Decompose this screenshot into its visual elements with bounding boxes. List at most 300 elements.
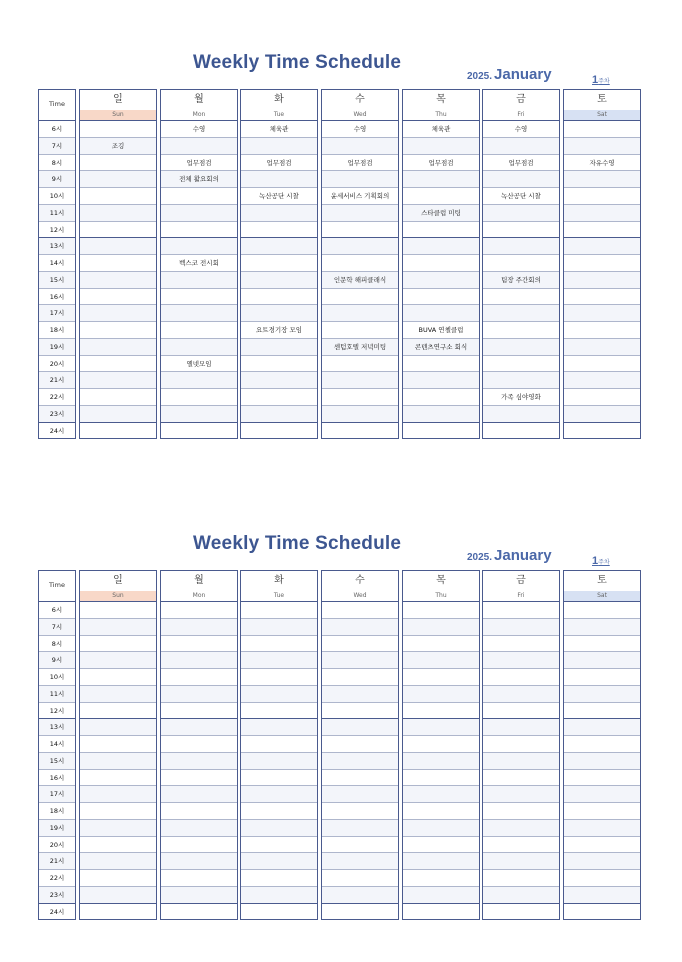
schedule-cell[interactable] [564,187,640,204]
schedule-cell[interactable] [483,752,559,769]
schedule-cell[interactable] [322,869,398,886]
schedule-cell[interactable] [241,702,317,719]
schedule-cell[interactable] [322,702,398,719]
schedule-cell[interactable] [564,321,640,338]
schedule-cell[interactable] [403,237,479,254]
schedule-cell[interactable] [483,819,559,836]
schedule-cell[interactable] [80,869,156,886]
schedule-cell[interactable] [80,903,156,920]
day-english-label: Wed [353,111,367,118]
schedule-cell[interactable]: 수영 [161,120,237,137]
schedule-cell[interactable]: 녹산공단 시찰 [241,187,317,204]
schedule-cell[interactable] [161,137,237,154]
schedule-cell[interactable] [80,304,156,321]
schedule-cell[interactable] [241,204,317,221]
schedule-cell[interactable] [403,886,479,903]
schedule-cell[interactable] [403,221,479,238]
time-header: Time [49,100,65,108]
schedule-cell[interactable] [241,221,317,238]
schedule-cell[interactable] [161,819,237,836]
schedule-cell[interactable]: 업무점검 [241,154,317,171]
schedule-cell[interactable] [80,618,156,635]
schedule-cell[interactable] [564,170,640,187]
schedule-cell[interactable] [161,237,237,254]
schedule-cell[interactable] [241,903,317,920]
day-column-wed [321,570,399,920]
schedule-cell[interactable] [241,651,317,668]
schedule-cell[interactable] [241,338,317,355]
schedule-cell[interactable]: 녹산공단 시찰 [483,187,559,204]
schedule-cell[interactable] [483,635,559,652]
day-english-label: Sun [80,110,156,120]
schedule-cell[interactable] [564,288,640,305]
schedule-cell[interactable] [564,668,640,685]
schedule-cell[interactable]: 요트경기장 모임 [241,321,317,338]
schedule-cell[interactable] [161,785,237,802]
schedule-cell[interactable] [403,618,479,635]
hour-label: 9시 [39,170,75,187]
schedule-cell[interactable] [564,422,640,439]
schedule-cell[interactable] [80,752,156,769]
schedule-cell[interactable] [241,836,317,853]
schedule-cell[interactable]: 벡스코 전시회 [161,254,237,271]
week-number: 1 [592,555,599,567]
month-label: January [494,547,552,564]
schedule-cell[interactable] [241,422,317,439]
schedule-cell[interactable] [322,601,398,618]
schedule-cell[interactable] [483,735,559,752]
schedule-cell[interactable] [241,819,317,836]
hour-label: 23시 [39,405,75,422]
schedule-cell[interactable] [241,254,317,271]
schedule-cell[interactable]: 업무점검 [322,154,398,171]
schedule-cell[interactable] [564,769,640,786]
day-korean-label: 토 [597,575,607,586]
hour-label: 10시 [39,668,75,685]
schedule-cell[interactable] [564,718,640,735]
schedule-cell[interactable] [483,802,559,819]
schedule-cell[interactable] [322,288,398,305]
schedule-cell[interactable] [80,819,156,836]
schedule-cell[interactable] [80,355,156,372]
schedule-cell[interactable] [80,254,156,271]
schedule-cell[interactable] [241,137,317,154]
schedule-cell[interactable] [483,371,559,388]
schedule-cell[interactable] [564,735,640,752]
schedule-cell[interactable] [564,869,640,886]
schedule-cell[interactable] [80,321,156,338]
schedule-cell[interactable] [241,601,317,618]
schedule-cell[interactable] [564,903,640,920]
schedule-cell[interactable] [161,635,237,652]
schedule-cell[interactable] [564,388,640,405]
schedule-cell[interactable] [483,137,559,154]
schedule-cell[interactable] [403,668,479,685]
schedule-cell[interactable]: 옐넷모임 [161,355,237,372]
schedule-cell[interactable] [161,601,237,618]
schedule-cell[interactable] [241,668,317,685]
schedule-cell[interactable] [161,304,237,321]
day-english-label: Fri [517,111,525,118]
schedule-cell[interactable] [564,405,640,422]
schedule-cell[interactable] [483,601,559,618]
schedule-cell[interactable] [403,819,479,836]
schedule-cell[interactable]: 업무점검 [403,154,479,171]
schedule-cell[interactable] [564,635,640,652]
schedule-cell[interactable] [241,388,317,405]
hour-label: 17시 [39,304,75,321]
schedule-cell[interactable] [403,254,479,271]
hour-label: 11시 [39,204,75,221]
schedule-cell[interactable] [403,170,479,187]
schedule-cell[interactable] [322,321,398,338]
schedule-cell[interactable] [322,388,398,405]
schedule-cell[interactable] [241,304,317,321]
schedule-cell[interactable] [241,405,317,422]
schedule-cell[interactable] [322,752,398,769]
schedule-cell[interactable]: BUVA 연첼클럽 [403,321,479,338]
schedule-cell[interactable]: 전체 활요회의 [161,170,237,187]
schedule-cell[interactable] [322,170,398,187]
day-column-tue [240,570,318,920]
schedule-cell[interactable] [161,802,237,819]
schedule-cell[interactable]: 체육관 [403,120,479,137]
schedule-cell[interactable] [322,405,398,422]
schedule-cell[interactable] [80,338,156,355]
schedule-cell[interactable] [80,601,156,618]
schedule-cell[interactable] [403,288,479,305]
hour-label: 15시 [39,271,75,288]
schedule-cell[interactable] [241,237,317,254]
schedule-cell[interactable] [322,422,398,439]
schedule-cell[interactable] [241,752,317,769]
schedule-cell[interactable] [80,802,156,819]
schedule-cell[interactable] [483,618,559,635]
schedule-cell[interactable] [403,187,479,204]
schedule-cell[interactable] [322,769,398,786]
schedule-cell[interactable] [322,254,398,271]
schedule-cell[interactable] [483,718,559,735]
schedule-cell[interactable] [80,735,156,752]
schedule-cell[interactable] [322,802,398,819]
schedule-cell[interactable]: 자유수영 [564,154,640,171]
schedule-cell[interactable] [564,338,640,355]
schedule-cell[interactable] [80,237,156,254]
schedule-cell[interactable] [403,685,479,702]
schedule-cell[interactable] [403,304,479,321]
schedule-cell[interactable] [564,802,640,819]
schedule-cell[interactable] [564,785,640,802]
schedule-cell[interactable] [161,321,237,338]
schedule-cell[interactable] [403,869,479,886]
schedule-cell[interactable] [483,405,559,422]
schedule-cell[interactable] [241,769,317,786]
schedule-cell[interactable] [80,886,156,903]
schedule-cell[interactable] [564,221,640,238]
schedule-cell[interactable] [241,869,317,886]
schedule-cell[interactable]: 수영 [322,120,398,137]
schedule-cell[interactable] [161,388,237,405]
schedule-cell[interactable] [241,785,317,802]
schedule-cell[interactable] [564,601,640,618]
schedule-cell[interactable] [564,702,640,719]
schedule-cell[interactable] [483,785,559,802]
day-column-sat [563,89,641,439]
schedule-cell[interactable] [161,288,237,305]
schedule-cell[interactable] [403,802,479,819]
schedule-cell[interactable] [483,886,559,903]
schedule-cell[interactable] [483,651,559,668]
schedule-cell[interactable] [403,371,479,388]
schedule-cell[interactable] [322,735,398,752]
schedule-cell[interactable]: 수영 [483,120,559,137]
schedule-cell[interactable]: 업무점검 [483,154,559,171]
schedule-cell[interactable]: 체육관 [241,120,317,137]
schedule-cell[interactable] [483,668,559,685]
hour-label: 8시 [39,154,75,171]
schedule-cell[interactable] [161,886,237,903]
schedule-cell[interactable] [322,785,398,802]
schedule-cell[interactable] [322,685,398,702]
schedule-cell[interactable] [483,852,559,869]
schedule-cell[interactable] [161,405,237,422]
schedule-cell[interactable] [564,254,640,271]
schedule-cell[interactable] [161,371,237,388]
schedule-cell[interactable] [161,718,237,735]
schedule-cell[interactable] [322,836,398,853]
schedule-cell[interactable] [403,601,479,618]
day-column-mon [160,89,238,439]
day-column-tue [240,89,318,439]
schedule-cell[interactable] [483,355,559,372]
schedule-cell[interactable] [564,237,640,254]
schedule-cell[interactable] [161,752,237,769]
schedule-cell[interactable]: 윤세서비스 기획회의 [322,187,398,204]
schedule-cell[interactable] [483,685,559,702]
schedule-cell[interactable] [161,338,237,355]
schedule-cell[interactable] [483,170,559,187]
schedule-cell[interactable] [403,137,479,154]
schedule-cell[interactable] [80,785,156,802]
schedule-cell[interactable] [322,668,398,685]
schedule-cell[interactable] [80,651,156,668]
schedule-cell[interactable] [241,355,317,372]
schedule-cell[interactable] [483,321,559,338]
hour-label: 13시 [39,237,75,254]
schedule-cell[interactable] [80,371,156,388]
schedule-cell[interactable] [564,852,640,869]
schedule-cell[interactable] [483,254,559,271]
schedule-cell[interactable]: 스타클럽 미팅 [403,204,479,221]
schedule-cell[interactable] [322,137,398,154]
schedule-cell[interactable] [322,304,398,321]
schedule-cell[interactable] [403,271,479,288]
day-english-label: Mon [192,111,206,118]
schedule-cell[interactable] [483,702,559,719]
schedule-cell[interactable] [241,371,317,388]
schedule-cell[interactable] [403,422,479,439]
schedule-cell[interactable] [241,886,317,903]
schedule-cell[interactable] [403,836,479,853]
schedule-cell[interactable]: 조깅 [80,137,156,154]
schedule-cell[interactable] [80,668,156,685]
week-label: 주차 [598,79,610,85]
schedule-cell[interactable] [161,271,237,288]
schedule-cell[interactable] [322,371,398,388]
schedule-cell[interactable] [564,752,640,769]
schedule-cell[interactable] [161,735,237,752]
schedule-cell[interactable] [483,903,559,920]
schedule-cell[interactable] [403,785,479,802]
schedule-cell[interactable] [564,271,640,288]
schedule-cell[interactable] [564,685,640,702]
schedule-cell[interactable] [80,405,156,422]
schedule-cell[interactable] [564,836,640,853]
schedule-cell[interactable] [80,221,156,238]
schedule-cell[interactable] [564,355,640,372]
hour-label: 12시 [39,221,75,238]
schedule-cell[interactable] [161,651,237,668]
hour-label: 9시 [39,651,75,668]
hour-label: 20시 [39,355,75,372]
hour-label: 19시 [39,819,75,836]
schedule-cell[interactable] [403,635,479,652]
schedule-cell[interactable] [322,204,398,221]
schedule-cell[interactable] [483,422,559,439]
schedule-cell[interactable] [564,204,640,221]
schedule-cell[interactable]: 가족 심야영화 [483,388,559,405]
schedule-cell[interactable] [322,221,398,238]
schedule-cell[interactable] [403,405,479,422]
schedule-cell[interactable] [80,836,156,853]
schedule-cell[interactable] [483,204,559,221]
schedule-cell[interactable] [403,355,479,372]
schedule-cell[interactable] [161,903,237,920]
schedule-cell[interactable] [80,388,156,405]
schedule-cell[interactable]: 팀장 주간회의 [483,271,559,288]
schedule-cell[interactable] [322,852,398,869]
schedule-cell[interactable] [80,154,156,171]
schedule-cell[interactable] [161,769,237,786]
schedule-cell[interactable] [80,271,156,288]
schedule-cell[interactable] [322,635,398,652]
schedule-cell[interactable] [322,618,398,635]
schedule-cell[interactable] [483,769,559,786]
schedule-cell[interactable] [403,852,479,869]
schedule-cell[interactable] [564,137,640,154]
schedule-cell[interactable] [241,735,317,752]
schedule-cell[interactable] [483,237,559,254]
schedule-cell[interactable] [403,651,479,668]
schedule-cell[interactable]: 업무점검 [161,154,237,171]
schedule-cell[interactable] [322,355,398,372]
schedule-cell[interactable] [403,702,479,719]
schedule-cell[interactable] [161,187,237,204]
schedule-cell[interactable] [403,388,479,405]
day-column-thu [402,570,480,920]
schedule-cell[interactable] [241,635,317,652]
schedule-cell[interactable] [161,685,237,702]
schedule-cell[interactable] [161,852,237,869]
schedule-cell[interactable] [161,204,237,221]
schedule-cell[interactable] [564,886,640,903]
day-english-label: Wed [353,592,367,599]
schedule-cell[interactable] [403,735,479,752]
schedule-cell[interactable] [322,237,398,254]
schedule-cell[interactable] [80,852,156,869]
schedule-cell[interactable] [564,618,640,635]
schedule-cell[interactable] [161,618,237,635]
hour-label: 20시 [39,836,75,853]
schedule-cell[interactable] [80,685,156,702]
schedule-cell[interactable] [241,802,317,819]
schedule-cell[interactable] [161,422,237,439]
schedule-cell[interactable] [80,635,156,652]
schedule-cell[interactable] [161,836,237,853]
schedule-cell[interactable] [241,685,317,702]
schedule-cell[interactable] [483,221,559,238]
schedule-cell[interactable] [80,170,156,187]
schedule-cell[interactable]: 센텀호텔 저녁미팅 [322,338,398,355]
schedule-cell[interactable] [241,271,317,288]
schedule-cell[interactable] [80,702,156,719]
schedule-cell[interactable]: 인문학 해피클래식 [322,271,398,288]
day-english-label: Fri [517,592,525,599]
schedule-cell[interactable] [564,371,640,388]
schedule-cell[interactable]: 콘텐츠연구소 회식 [403,338,479,355]
schedule-cell[interactable] [403,752,479,769]
schedule-cell[interactable] [483,869,559,886]
schedule-cell[interactable] [322,819,398,836]
schedule-cell[interactable] [80,422,156,439]
schedule-cell[interactable] [161,668,237,685]
schedule-cell[interactable] [483,836,559,853]
schedule-cell[interactable] [403,718,479,735]
schedule-cell[interactable] [241,618,317,635]
schedule-cell[interactable] [322,718,398,735]
schedule-cell[interactable] [483,288,559,305]
schedule-cell[interactable] [80,204,156,221]
schedule-cell[interactable] [483,304,559,321]
day-column-mon [160,570,238,920]
schedule-cell[interactable] [403,769,479,786]
month-label: January [494,66,552,83]
schedule-cell[interactable] [80,769,156,786]
schedule-cell[interactable] [241,852,317,869]
schedule-cell[interactable] [241,718,317,735]
schedule-cell[interactable] [322,886,398,903]
schedule-cell[interactable] [241,288,317,305]
schedule-cell[interactable] [80,718,156,735]
schedule-cell[interactable] [161,221,237,238]
schedule-cell[interactable] [161,702,237,719]
schedule-cell[interactable] [564,651,640,668]
schedule-cell[interactable] [80,187,156,204]
schedule-cell[interactable] [241,170,317,187]
day-column-fri [482,89,560,439]
schedule-cell[interactable] [322,651,398,668]
schedule-cell[interactable] [483,338,559,355]
week-indicator [592,70,610,88]
schedule-cell[interactable] [564,120,640,137]
schedule-cell[interactable] [403,903,479,920]
schedule-cell[interactable] [564,819,640,836]
schedule-cell[interactable] [564,304,640,321]
schedule-cell[interactable] [80,120,156,137]
schedule-cell[interactable] [322,903,398,920]
schedule-cell[interactable] [80,288,156,305]
schedule-cell[interactable] [161,869,237,886]
